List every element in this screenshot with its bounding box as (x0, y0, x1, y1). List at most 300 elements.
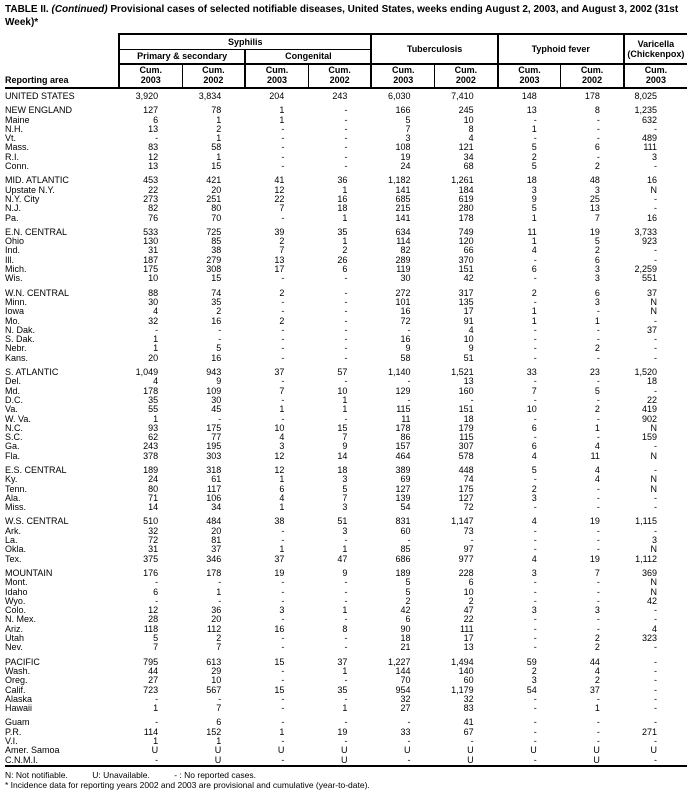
value-cell: 115 (396, 404, 411, 415)
value-cell: - (533, 413, 537, 424)
value-cell: 32 (148, 315, 159, 326)
value-cell: - (344, 633, 348, 644)
value-cell: 72 (463, 502, 474, 513)
value-cell: 27 (400, 703, 411, 714)
value-cell: 2 (468, 595, 474, 606)
value-cell: - (654, 315, 657, 326)
value-cell: 280 (458, 203, 474, 214)
value-cell: 1 (342, 212, 348, 223)
value-cell: 2 (594, 161, 600, 172)
value-cell: 38 (274, 516, 285, 527)
value-cell: - (281, 642, 285, 653)
value-cell: 20 (211, 614, 222, 625)
cum-2002-col-header: Cum. 2002 (308, 64, 371, 88)
value-cell: 82 (400, 245, 411, 256)
value-cell: 59 (526, 656, 537, 667)
value-cell: 1,235 (634, 105, 657, 116)
value-cell: 9 (216, 376, 222, 387)
value-cell: N (650, 450, 657, 461)
value-cell: 178 (395, 422, 411, 433)
value-cell: - (155, 693, 159, 704)
value-cell: 749 (458, 226, 474, 237)
value-cell: 135 (458, 296, 474, 307)
reporting-area-cell: N.C. (5, 422, 23, 433)
reporting-area-cell: Alaska (5, 693, 33, 704)
value-cell: 7,410 (451, 91, 474, 101)
value-cell: - (596, 483, 600, 494)
value-cell: 140 (458, 665, 474, 676)
value-cell: 26 (337, 254, 348, 265)
value-cell: 37 (274, 367, 285, 378)
value-cell: N (650, 422, 657, 433)
value-cell: 2 (216, 306, 222, 317)
value-cell: 3,733 (634, 226, 657, 237)
table-row (5, 162, 687, 171)
value-cell: - (344, 642, 348, 653)
value-cell: - (533, 474, 537, 485)
value-cell: 41 (463, 717, 474, 728)
reporting-area-cell: W.N. CENTRAL (5, 287, 70, 298)
value-cell: - (344, 123, 348, 134)
value-cell: U (404, 745, 411, 756)
value-cell: 1,115 (635, 516, 657, 527)
value-cell: - (533, 334, 537, 345)
value-cell: - (281, 212, 285, 223)
value-cell: 613 (206, 656, 222, 667)
reporting-area-cell: E.S. CENTRAL (5, 464, 67, 475)
value-cell: 118 (143, 623, 159, 634)
value-cell: 307 (458, 441, 474, 452)
value-cell: 7 (405, 123, 411, 134)
reporting-area-cell: Colo. (5, 605, 27, 616)
value-cell: - (654, 385, 657, 396)
value-cell: - (218, 413, 222, 424)
value-cell: - (654, 193, 657, 204)
value-cell: 378 (143, 450, 159, 461)
value-cell: 1,227 (388, 656, 411, 667)
value-cell: - (596, 324, 600, 335)
value-cell: 725 (206, 226, 222, 237)
value-cell: - (654, 736, 657, 746)
value-cell: 2 (594, 675, 600, 686)
value-cell: 1 (279, 726, 285, 737)
value-cell: 4 (531, 553, 537, 564)
value-cell: 5 (594, 385, 600, 396)
value-cell: 13 (463, 642, 474, 653)
value-cell: - (407, 535, 411, 546)
value-cell: 179 (458, 422, 474, 433)
value-cell: - (155, 717, 159, 728)
value-cell: - (281, 703, 285, 714)
reporting-area-cell: Hawaii (5, 703, 33, 714)
value-cell: 1 (342, 404, 348, 415)
value-cell: 20 (211, 525, 222, 536)
value-cell: 6 (531, 422, 537, 433)
value-cell: - (654, 642, 657, 653)
value-cell: - (654, 492, 657, 503)
value-cell: 121 (458, 142, 474, 153)
value-cell: 184 (458, 184, 474, 195)
reporting-area-cell: PACIFIC (5, 656, 40, 667)
value-cell: 18 (463, 413, 474, 424)
value-cell: - (344, 315, 348, 326)
value-cell: 83 (148, 142, 159, 153)
reporting-area-cell: Ky. (5, 474, 18, 485)
value-cell: 1 (342, 665, 348, 676)
value-cell: 215 (395, 203, 411, 214)
reporting-area-cell: Md. (5, 385, 21, 396)
value-cell: 619 (458, 193, 474, 204)
value-cell: 37 (646, 324, 657, 335)
value-cell: 18 (646, 376, 657, 387)
value-cell: 3,834 (198, 91, 222, 101)
value-cell: 13 (463, 376, 474, 387)
reporting-area-cell: Ariz. (5, 623, 23, 634)
value-cell: 1,179 (451, 684, 474, 695)
value-cell: 13 (589, 203, 600, 214)
value-cell: - (654, 684, 657, 695)
value-cell: 7 (594, 212, 600, 223)
value-cell: 2 (279, 236, 285, 247)
value-cell: - (344, 161, 348, 172)
value-cell: 251 (206, 193, 222, 204)
value-cell: 2,259 (634, 264, 657, 275)
value-cell: - (654, 203, 657, 214)
syphilis-group-header: Syphilis (119, 34, 371, 49)
value-cell: - (654, 665, 657, 676)
value-cell: 1 (216, 736, 222, 746)
value-cell: 22 (274, 193, 285, 204)
value-cell: 37 (589, 684, 600, 695)
value-cell: 14 (337, 450, 348, 461)
reporting-area-cell: Ill. (5, 254, 14, 265)
value-cell: 24 (148, 474, 159, 485)
value-cell: - (533, 254, 537, 265)
value-cell: 12 (148, 605, 159, 616)
reporting-area-cell: Mich. (5, 264, 27, 275)
value-cell: - (470, 394, 474, 405)
value-cell: 36 (337, 175, 348, 186)
value-cell: 67 (463, 726, 474, 737)
value-cell: 5 (531, 464, 537, 475)
notifiable-diseases-table (5, 33, 687, 767)
typhoid-fever-group-header: Typhoid fever (498, 34, 624, 64)
value-cell: 127 (395, 483, 411, 494)
reporting-area-cell: Ga. (5, 441, 20, 452)
value-cell: 1,520 (634, 367, 657, 378)
value-cell: - (344, 736, 348, 746)
value-cell: 32 (400, 693, 411, 704)
value-cell: 139 (395, 492, 411, 503)
value-cell: 72 (400, 315, 411, 326)
tuberculosis-group-header: Tuberculosis (371, 34, 497, 64)
value-cell: 160 (458, 385, 474, 396)
value-cell: 272 (395, 287, 411, 298)
value-cell: - (654, 754, 657, 765)
value-cell: - (344, 306, 348, 317)
value-cell: 551 (641, 273, 657, 284)
value-cell: - (533, 595, 537, 606)
value-cell: - (218, 595, 222, 606)
value-cell: 97 (463, 544, 474, 555)
value-cell: - (654, 343, 657, 354)
value-cell: - (407, 324, 411, 335)
value-cell: 48 (589, 175, 600, 186)
cum-2003-col-header: Cum. 2003 (498, 64, 561, 88)
value-cell: - (533, 296, 537, 307)
value-cell: 16 (646, 212, 657, 223)
value-cell: 37 (337, 656, 348, 667)
value-cell: - (533, 394, 537, 405)
reporting-area-cell: Va. (5, 404, 18, 415)
value-cell: 489 (641, 133, 657, 144)
value-cell: - (344, 151, 348, 162)
value-cell: - (281, 142, 285, 153)
value-cell: 119 (396, 264, 411, 275)
value-cell: - (407, 754, 411, 765)
reporting-area-cell: Fla. (5, 450, 21, 461)
legend-unavailable: U: Unavailable. (92, 769, 150, 780)
value-cell: 323 (641, 633, 657, 644)
reporting-area-cell: NEW ENGLAND (5, 105, 73, 116)
value-cell: 4 (594, 665, 600, 676)
reporting-area-cell: N.J. (5, 203, 22, 214)
incidence-note: * Incidence data for reporting years 2002 and 2003 are provisional and cumulative (year-to-date). (5, 780, 370, 791)
value-cell: 129 (395, 385, 411, 396)
value-cell: 1,261 (451, 175, 474, 186)
value-cell: 13 (148, 123, 159, 134)
value-cell: 1,182 (388, 175, 411, 186)
value-cell: 453 (143, 175, 159, 186)
value-cell: 90 (400, 623, 411, 634)
value-cell: - (218, 334, 222, 345)
value-cell: 22 (148, 184, 159, 195)
value-cell: 923 (641, 236, 657, 247)
reporting-area-cell: MID. ATLANTIC (5, 175, 69, 186)
value-cell: U (530, 745, 537, 756)
value-cell: 3 (594, 264, 600, 275)
value-cell: - (596, 334, 600, 345)
value-cell: 464 (395, 450, 411, 461)
value-cell: - (344, 334, 348, 345)
value-cell: 1 (342, 703, 348, 714)
value-cell: 6 (594, 254, 600, 265)
value-cell: 448 (458, 464, 474, 475)
value-cell: 141 (395, 184, 411, 195)
value-cell: 375 (143, 553, 159, 564)
value-cell: 106 (206, 492, 222, 503)
value-cell: 35 (337, 226, 348, 237)
value-cell: 29 (211, 665, 222, 676)
value-cell: - (533, 633, 537, 644)
value-cell: 178 (143, 385, 159, 396)
value-cell: 19 (589, 226, 600, 237)
value-cell: 1 (342, 184, 348, 195)
legend-not-notifiable: N: Not notifiable. (5, 769, 68, 780)
value-cell: 4 (651, 623, 657, 634)
value-cell: - (344, 577, 348, 588)
value-cell: 5 (531, 161, 537, 172)
reporting-area-cell: Del. (5, 376, 22, 387)
value-cell: - (533, 736, 537, 746)
value-cell: 9 (342, 441, 348, 452)
value-cell: 6,030 (388, 91, 411, 101)
value-cell: 1 (342, 236, 348, 247)
value-cell: 9 (342, 567, 348, 578)
value-cell: 166 (395, 105, 411, 116)
value-cell: - (281, 394, 285, 405)
value-cell: - (218, 324, 222, 335)
value-cell: 370 (458, 254, 474, 265)
value-cell: - (654, 717, 657, 728)
value-cell: 187 (143, 254, 159, 265)
value-cell: 16 (400, 306, 411, 317)
value-cell: 42 (463, 273, 474, 284)
value-cell: 421 (206, 175, 222, 186)
reporting-area-cell: Tenn. (5, 483, 28, 494)
value-cell: 2 (342, 245, 348, 256)
value-cell: 195 (206, 441, 222, 452)
value-cell: 34 (463, 151, 474, 162)
reporting-area-cell: UNITED STATES (5, 91, 75, 101)
value-cell: 1 (594, 703, 600, 714)
value-cell: 18 (337, 203, 348, 214)
table-label: TABLE II. (5, 4, 49, 15)
value-cell: - (533, 376, 537, 387)
value-cell: 42 (646, 595, 657, 606)
value-cell: 141 (395, 212, 411, 223)
value-cell: 273 (143, 193, 159, 204)
value-cell: 17 (463, 633, 474, 644)
value-cell: 71 (148, 492, 159, 503)
value-cell: 86 (400, 432, 411, 443)
value-cell: 419 (641, 404, 657, 415)
value-cell: 15 (337, 422, 348, 433)
reporting-area-cell: Tex. (5, 553, 22, 564)
value-cell: - (344, 114, 348, 125)
value-cell: 510 (143, 516, 159, 527)
table-row (5, 756, 687, 766)
value-cell: - (596, 623, 600, 634)
value-cell: 3 (531, 184, 537, 195)
value-cell: 279 (206, 254, 222, 265)
value-cell: 39 (274, 226, 285, 237)
value-cell: 6 (279, 483, 285, 494)
value-cell: - (281, 577, 285, 588)
value-cell: - (281, 151, 285, 162)
value-cell: 11 (527, 226, 537, 237)
value-cell: - (533, 343, 537, 354)
value-cell: U (467, 754, 474, 765)
value-cell: 12 (148, 151, 159, 162)
value-cell: - (281, 352, 285, 363)
value-cell: - (596, 586, 600, 597)
value-cell: - (654, 161, 657, 172)
value-cell: 3 (279, 441, 285, 452)
reporting-area-cell: S. ATLANTIC (5, 367, 59, 378)
value-cell: 2 (594, 404, 600, 415)
value-cell: - (344, 105, 348, 116)
value-cell: - (281, 296, 285, 307)
value-cell: - (533, 432, 537, 443)
reporting-area-cell: S. Dak. (5, 334, 35, 345)
reporting-area-cell: Wyo. (5, 595, 26, 606)
value-cell: - (344, 535, 348, 546)
value-cell: 7 (531, 385, 537, 396)
value-cell: 5 (405, 577, 411, 588)
value-cell: - (155, 754, 159, 765)
value-cell: 1 (342, 544, 348, 555)
value-cell: - (596, 717, 600, 728)
value-cell: 66 (463, 245, 474, 256)
value-cell: 6 (153, 586, 159, 597)
value-cell: - (533, 273, 537, 284)
value-cell: 70 (400, 675, 411, 686)
cum-2002-col-header: Cum. 2002 (561, 64, 624, 88)
value-cell: 632 (641, 114, 657, 125)
value-cell: 33 (400, 726, 411, 737)
value-cell: 13 (274, 254, 285, 265)
value-cell: 228 (458, 567, 474, 578)
value-cell: 36 (211, 605, 222, 616)
value-cell: 152 (206, 726, 222, 737)
value-cell: U (593, 745, 600, 756)
value-cell: 5 (531, 142, 537, 153)
value-cell: U (467, 745, 474, 756)
reporting-area-cell: La. (5, 535, 18, 546)
value-cell: 115 (459, 432, 474, 443)
value-cell: - (281, 675, 285, 686)
value-cell: 318 (206, 464, 222, 475)
value-cell: - (654, 334, 657, 345)
value-cell: 11 (590, 450, 600, 461)
value-cell: U (151, 745, 159, 756)
table-row (5, 643, 687, 652)
value-cell: 1 (153, 343, 159, 354)
value-cell: - (344, 287, 348, 298)
value-cell: - (654, 693, 657, 704)
reporting-area-cell: C.N.M.I. (5, 754, 38, 765)
value-cell: 6 (468, 577, 474, 588)
reporting-area-cell: Nev. (5, 642, 23, 653)
value-cell: 3 (279, 605, 285, 616)
value-cell: - (654, 605, 657, 616)
value-cell: 2 (279, 287, 285, 298)
value-cell: 204 (269, 91, 285, 101)
value-cell: 58 (400, 352, 411, 363)
value-cell: 10 (463, 334, 474, 345)
value-cell: 2 (216, 123, 222, 134)
value-cell: - (344, 614, 348, 625)
value-cell: 13 (148, 161, 159, 172)
value-cell: 73 (463, 525, 474, 536)
value-cell: 18 (337, 464, 348, 475)
value-cell: 16 (211, 315, 222, 326)
value-cell: 3 (651, 151, 657, 162)
value-cell: - (281, 161, 285, 172)
value-cell: - (407, 376, 411, 387)
cum-2002-col-header: Cum. 2002 (435, 64, 498, 88)
value-cell: - (533, 693, 537, 704)
value-cell: 6 (531, 264, 537, 275)
value-cell: - (533, 717, 537, 728)
value-cell: 5 (153, 633, 159, 644)
value-cell: N (650, 544, 657, 555)
value-cell: 175 (206, 422, 222, 433)
value-cell: 2 (531, 287, 537, 298)
value-cell: N (650, 184, 657, 195)
reporting-area-cell: Calif. (5, 684, 26, 695)
